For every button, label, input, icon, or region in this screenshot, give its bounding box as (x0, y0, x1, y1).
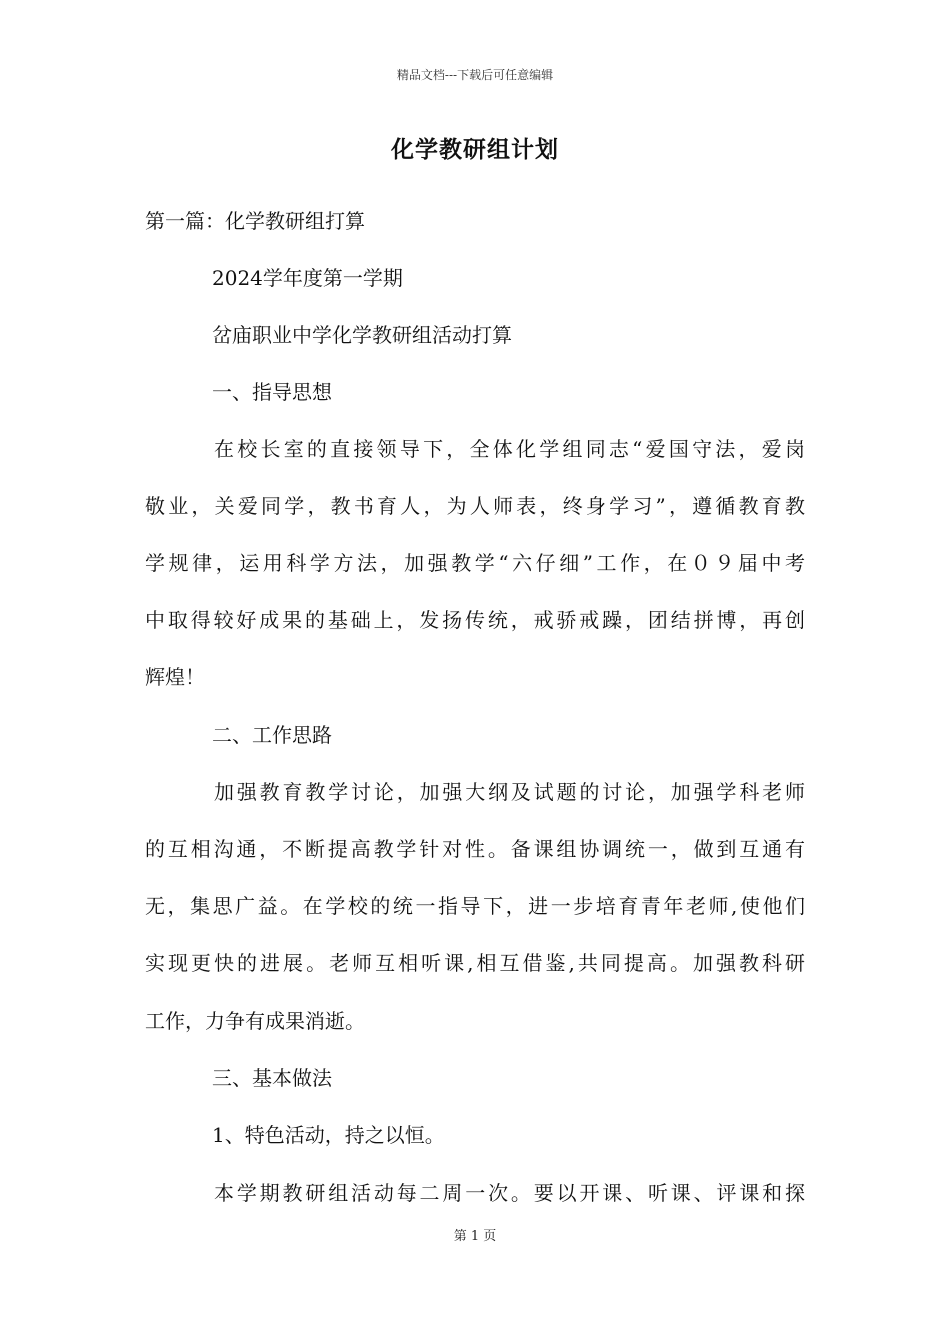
section-3-line: 本学期教研组活动每二周一次。要以开课、听课、评课和探 (214, 1181, 805, 1205)
page-header: 精品文档---下载后可任意编辑 (396, 68, 554, 82)
section-2-line: 加强教育教学讨论，加强大纲及试题的讨论，加强学科老师 (214, 780, 805, 804)
section-1-line: 中取得较好成果的基础上，发扬传统，戒骄戒躁，团结拼博，再创 (145, 608, 805, 632)
section-2-line: 工作，力争有成果消逝。 (145, 1009, 365, 1033)
section-1-line: 敬业，关爱同学，教书育人，为人师表，终身学习”，遵循教育教 (145, 494, 805, 518)
chapter-heading: 第一篇：化学教研组打算 (145, 209, 365, 233)
section-3-item-1: 1、特色活动，持之以恒。 (212, 1123, 445, 1147)
semester-line: 2024学年度第一学期 (212, 266, 403, 290)
section-2-line: 的互相沟通，不断提高教学针对性。备课组协调统一，做到互通有 (145, 837, 805, 861)
section-1-line: 辉煌！ (145, 665, 205, 689)
section-2-line: 无，集思广益。在学校的统一指导下，进一步培育青年老师,使他们 (145, 894, 805, 918)
section-2-line: 实现更快的进展。老师互相听课,相互借鉴,共同提高。加强教科研 (145, 951, 805, 975)
document-title: 化学教研组计划 (391, 136, 559, 163)
section-1-line: 学规律，运用科学方法，加强教学“六仔细”工作，在０９届中考 (145, 551, 805, 575)
section-3-heading: 三、基本做法 (212, 1066, 332, 1090)
page-number: 第 1 页 (453, 1229, 497, 1244)
section-1-line: 在校长室的直接领导下，全体化学组同志“爱国守法，爱岗 (214, 437, 805, 461)
section-1-heading: 一、指导思想 (212, 380, 332, 404)
section-2-heading: 二、工作思路 (212, 723, 332, 747)
plan-subtitle: 岔庙职业中学化学教研组活动打算 (212, 323, 512, 347)
